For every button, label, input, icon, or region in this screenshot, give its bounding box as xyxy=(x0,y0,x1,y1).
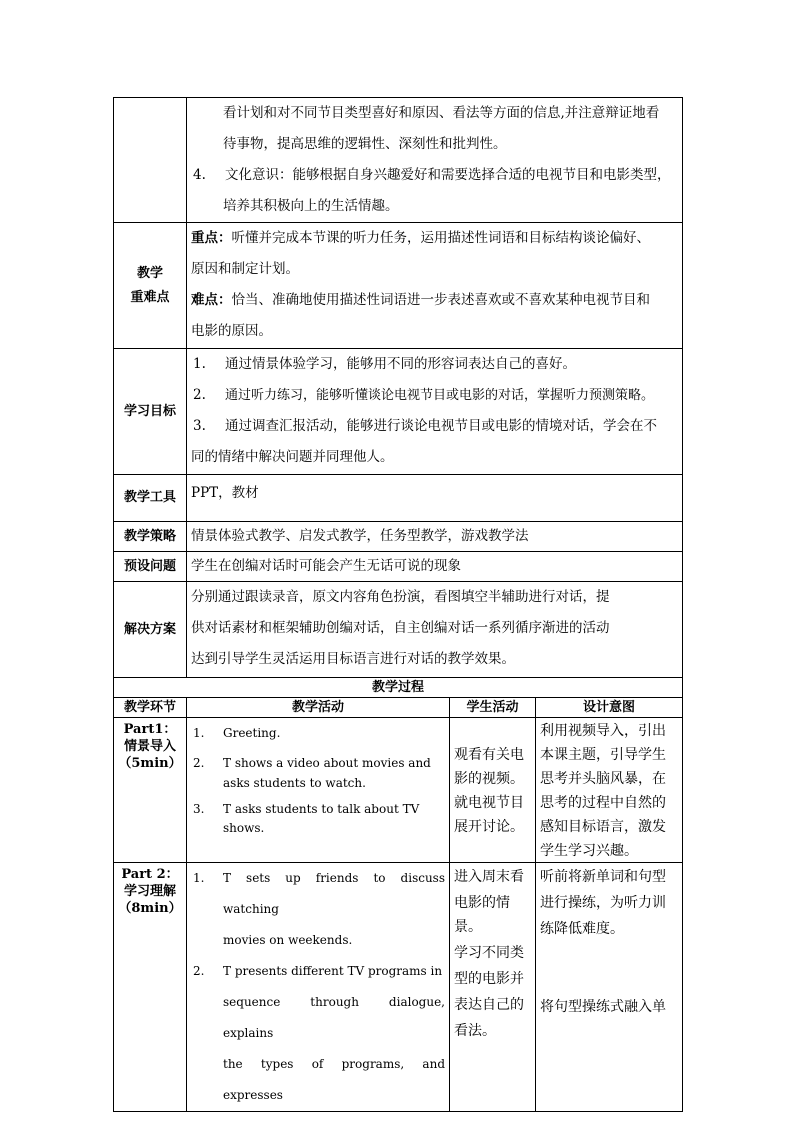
intent-line xyxy=(536,967,682,993)
goal-text: 通过调查汇报活动，能够进行谈论电视节目或电影的情境对话，学会在不 xyxy=(225,418,657,434)
intent-line xyxy=(536,941,682,967)
activity-text: T presents different TV programs in xyxy=(223,964,443,978)
issues-value: 学生在创编对话时可能会产生无话可说的现象 xyxy=(187,552,683,582)
header-activity: 教学活动 xyxy=(187,698,450,718)
objectives-line: 文化意识：能够根据自身兴趣爱好和需要选择合适的电视节目和电影类型， xyxy=(225,167,671,183)
item-number: 3. xyxy=(193,802,205,816)
part2-activities xyxy=(187,863,450,1112)
part-name: 学习理解 xyxy=(123,884,176,899)
strategy-value: 情景体验式教学、启发式教学，任务型教学，游戏教学法 xyxy=(187,522,683,552)
part1-activities xyxy=(187,718,450,863)
solution-line: 达到引导学生灵活运用目标语言进行对话的教学效果。 xyxy=(191,651,515,667)
activity-text: sequence through dialogue, explains xyxy=(223,995,445,1040)
intent-line: 利用视频导入，引出 xyxy=(540,723,666,739)
part2-intent xyxy=(536,863,683,1112)
solution-line: 分别通过跟读录音，原文内容角色扮演，看图填空半辅助进行对话，提 xyxy=(191,589,610,605)
activity-text: the types of programs, and expresses xyxy=(223,1057,445,1102)
activity-text: Greeting. xyxy=(223,726,281,740)
objectives-continuation xyxy=(187,98,683,223)
goals-label: 学习目标 xyxy=(114,349,187,475)
item-number: 4. xyxy=(193,167,206,183)
header-stage: 教学环节 xyxy=(114,698,187,718)
label-line: 教学 xyxy=(136,265,163,281)
issues-label: 预设问题 xyxy=(114,552,187,582)
item-number: 2. xyxy=(193,964,205,978)
focus-text: 听懂并完成本节课的听力任务，运用描述性词语和目标结构谈论偏好、 xyxy=(231,230,650,246)
item-number: 2. xyxy=(193,387,206,403)
part2-student xyxy=(450,863,536,1112)
header-student: 学生活动 xyxy=(450,698,536,718)
part1-stage xyxy=(114,718,187,863)
difficulty-text: 电影的原因。 xyxy=(191,323,272,339)
intent-line: 将句型操练式融入单 xyxy=(540,999,666,1015)
solution-label: 解决方案 xyxy=(114,582,187,678)
part-name: Part1： xyxy=(123,722,177,737)
label-line: 重难点 xyxy=(130,289,170,305)
intent-line: 学生学习兴趣。 xyxy=(540,843,638,859)
goals-content xyxy=(187,349,683,475)
focus-text: 原因和制定计划。 xyxy=(191,261,299,277)
process-title: 教学过程 xyxy=(114,678,683,698)
intent-line: 进行操练，为听力训 xyxy=(540,895,666,911)
difficulty-label: 难点： xyxy=(191,292,232,308)
item-number: 1. xyxy=(193,871,205,885)
objectives-label-cell xyxy=(114,98,187,223)
part-name: Part 2： xyxy=(121,867,179,882)
goal-text: 通过情景体验学习，能够用不同的形容词表达自己的喜好。 xyxy=(225,356,576,372)
intent-line: 思考的过程中自然的 xyxy=(540,795,666,811)
student-line: 展开讨论。 xyxy=(454,819,524,835)
difficulty-text: 恰当、准确地使用描述性词语进一步表述喜欢或不喜欢某种电视节目和 xyxy=(231,292,650,308)
activity-text: T sets up friends to discuss watching xyxy=(223,871,445,916)
student-line: 学习不同类 xyxy=(454,945,524,961)
student-line: 型的电影并 xyxy=(454,971,524,987)
part1-student xyxy=(450,718,536,863)
part-name: 情景导入 xyxy=(123,739,176,754)
solution-line: 供对话素材和框架辅助创编对话，自主创编对话一系列循序渐进的活动 xyxy=(191,620,610,636)
strategy-label: 教学策略 xyxy=(114,522,187,552)
focus-label: 重点： xyxy=(191,230,232,246)
intent-line: 思考并头脑风暴，在 xyxy=(540,771,666,787)
intent-line: 感知目标语言，激发 xyxy=(540,819,666,835)
item-number: 1. xyxy=(193,356,206,372)
activity-text: T shows a video about movies and xyxy=(223,756,431,770)
student-line: 表达自己的 xyxy=(454,997,524,1013)
item-number: 2. xyxy=(193,756,205,770)
student-line: 影的视频。 xyxy=(454,771,524,787)
activity-text: shows. xyxy=(223,821,265,835)
part-time: （8min） xyxy=(118,901,182,916)
item-number: 3. xyxy=(193,418,206,434)
activity-text: asks students to watch. xyxy=(223,776,366,790)
solution-content xyxy=(187,582,683,678)
objectives-line: 待事物，提高思维的逻辑性、深刻性和批判性。 xyxy=(223,136,507,152)
intent-line: 听前将新单词和句型 xyxy=(540,869,666,885)
item-number: 1. xyxy=(193,726,205,740)
student-line: 进入周末看 xyxy=(454,869,524,885)
key-points-label xyxy=(114,223,187,349)
activity-text: T asks students to talk about TV xyxy=(223,802,420,816)
part-time: （5min） xyxy=(118,756,182,771)
intent-line: 练降低难度。 xyxy=(540,921,624,937)
objectives-line: 培养其积极向上的生活情趣。 xyxy=(223,198,399,214)
lesson-plan-table xyxy=(113,97,683,1112)
tools-value: PPT，教材 xyxy=(187,475,683,522)
intent-line: 本课主题，引导学生 xyxy=(540,747,666,763)
goal-text: 同的情绪中解决问题并同理他人。 xyxy=(191,449,394,465)
activity-text: movies on weekends. xyxy=(223,933,353,947)
tools-label: 教学工具 xyxy=(114,475,187,522)
objectives-line: 看计划和对不同节目类型喜好和原因、看法等方面的信息,并注意辩证地看 xyxy=(223,105,660,121)
part2-stage xyxy=(114,863,187,1112)
goal-text: 通过听力练习，能够听懂谈论电视节目或电影的对话，掌握听力预测策略。 xyxy=(225,388,655,403)
key-points-content xyxy=(187,223,683,349)
student-line: 看法。 xyxy=(454,1023,496,1039)
header-intent: 设计意图 xyxy=(536,698,683,718)
part1-intent xyxy=(536,718,683,863)
student-line: 电影的情景。 xyxy=(454,895,510,935)
student-line: 就电视节目 xyxy=(454,795,524,811)
student-line: 观看有关电 xyxy=(454,747,524,763)
